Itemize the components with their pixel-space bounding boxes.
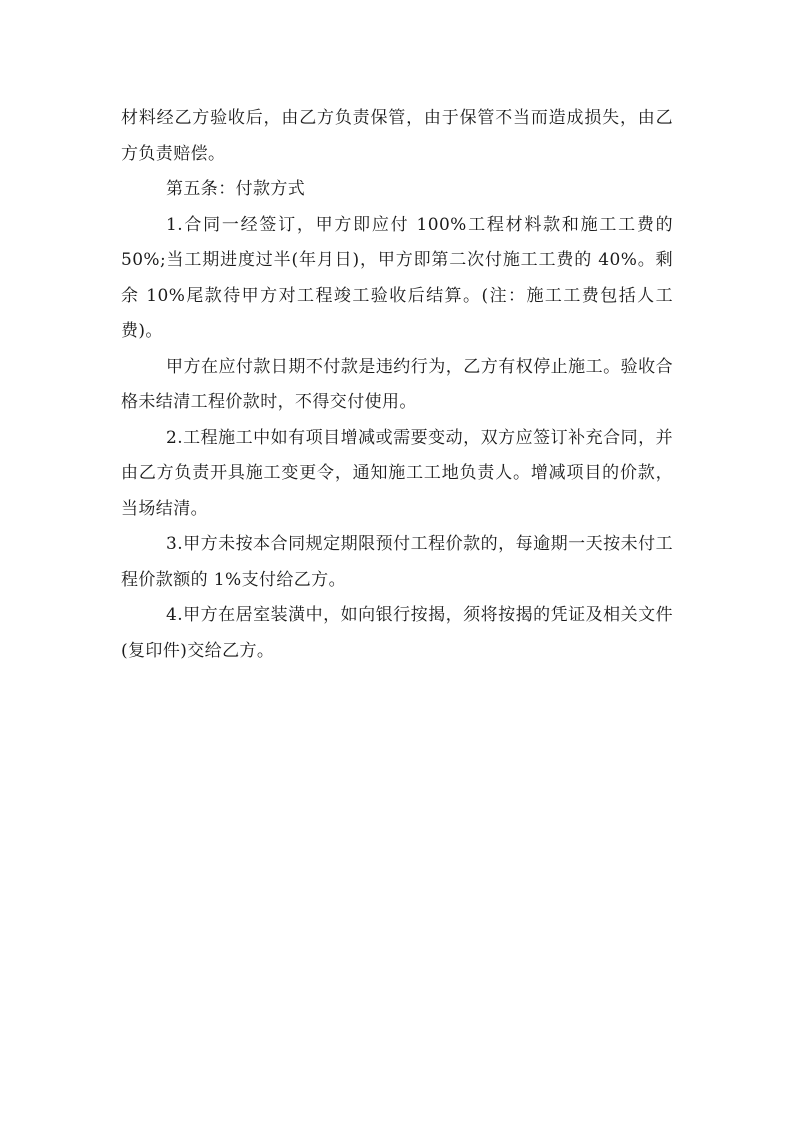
document-body xyxy=(121,101,673,669)
paragraph-payment-clause-4: 4.甲方在居室装潢中，如向银行按揭，须将按揭的凭证及相关文件(复印件)交给乙方。 xyxy=(121,605,673,661)
paragraph-payment-clause-2: 2.工程施工中如有项目增减或需要变动，双方应签订补充合同，并由乙方负责开具施工变更令，通知施工工地负责人。增减项目的价款，当场结清。 xyxy=(121,427,673,519)
paragraph-payment-clause-3: 3.甲方未按本合同规定期限预付工程价款的，每逾期一天按未付工程价款额的 1%支付给乙方。 xyxy=(121,534,673,590)
paragraph-material-custody: 材料经乙方验收后，由乙方负责保管，由于保管不当而造成损失，由乙方负责赔偿。 xyxy=(121,108,673,164)
section-heading-payment-method: 第五条：付款方式 xyxy=(166,179,306,199)
paragraph-late-payment: 甲方在应付款日期不付款是违约行为，乙方有权停止施工。验收合格未结清工程价款时，不得交付使用。 xyxy=(121,356,673,412)
paragraph-payment-clause-1: 1.合同一经签订，甲方即应付 100%工程材料款和施工工费的 50%;当工期进度过半(年月日)，甲方即第二次付施工工费的 40%。剩余 10%尾款待甲方对工程竣工验收后结算。(注：施工工费包括人工费)。 xyxy=(121,214,673,341)
